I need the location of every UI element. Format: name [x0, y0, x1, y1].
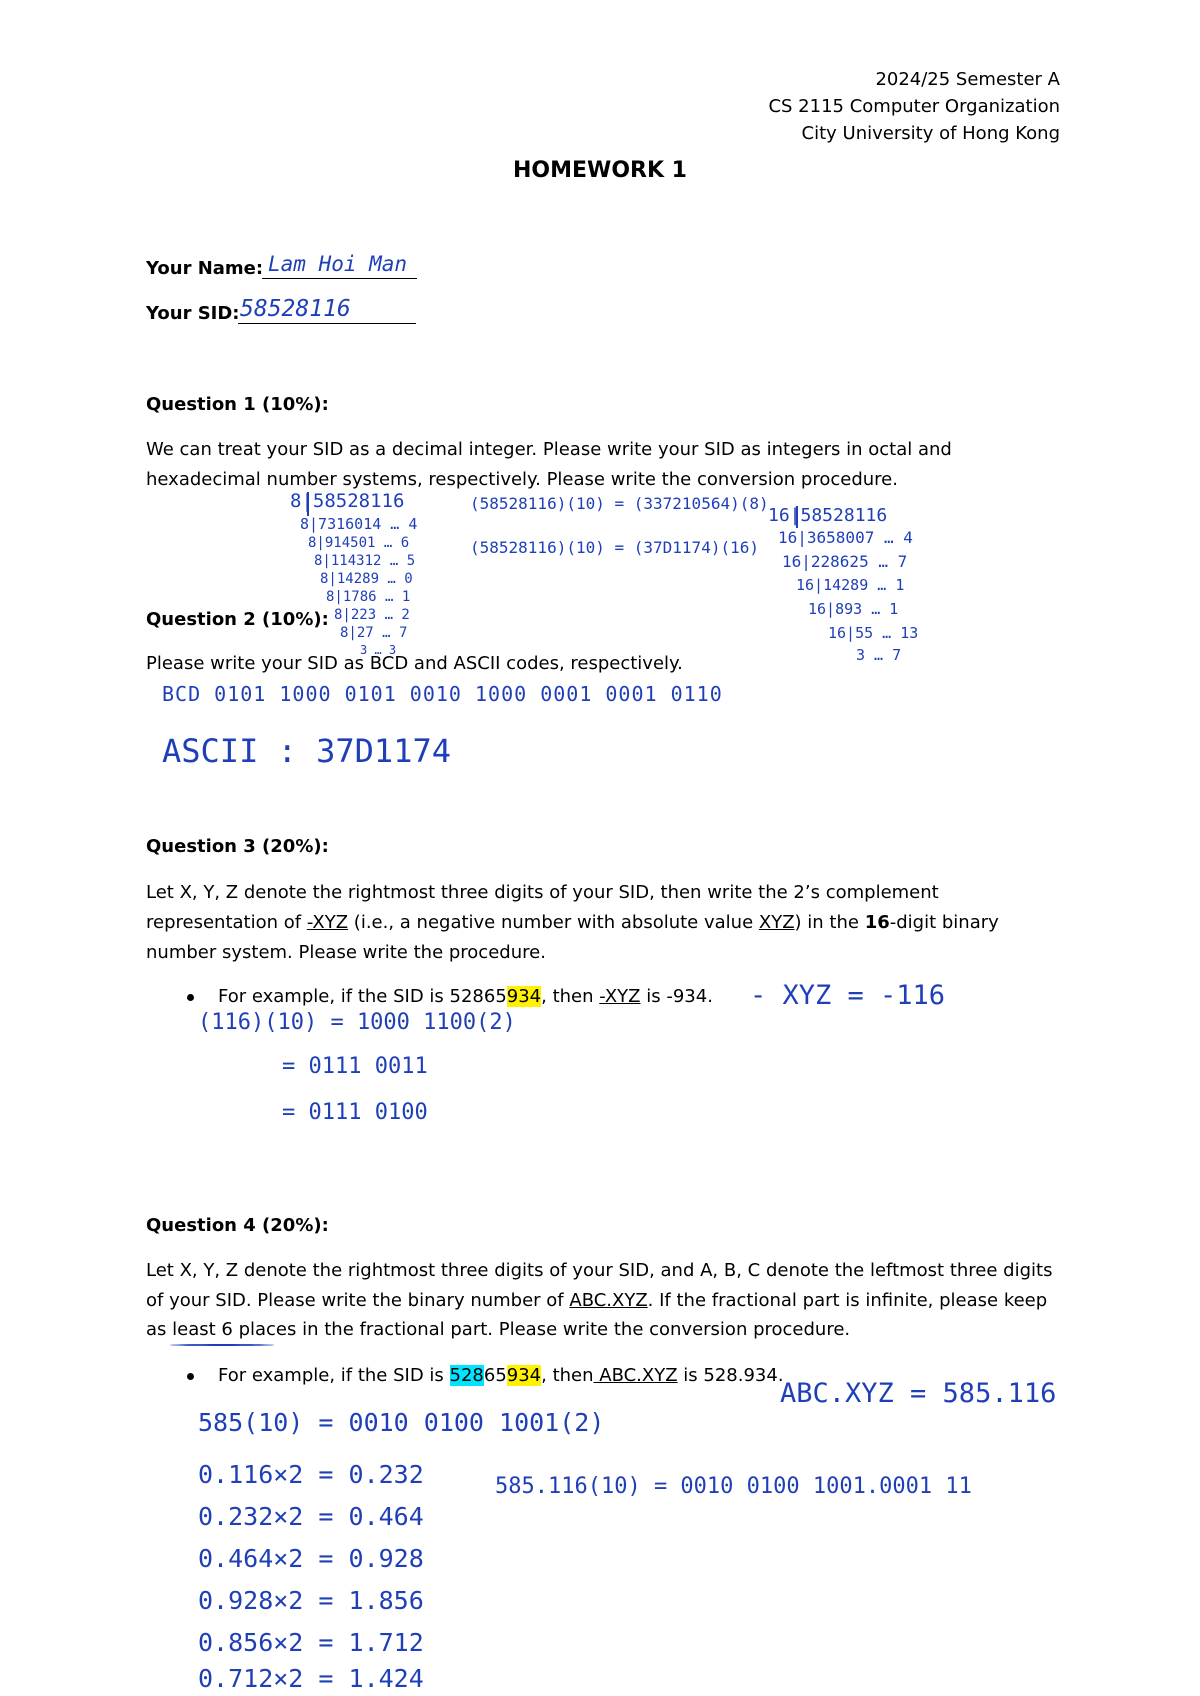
q3-work-2: = 0111 0100: [282, 1100, 428, 1125]
q4-work-6: 0.712×2 = 1.424: [198, 1664, 424, 1693]
hex-div-0: 16|58528116: [768, 505, 888, 526]
octal-div-8: 3 … 3: [360, 643, 397, 657]
q4-work-2: 0.232×2 = 0.464: [198, 1502, 424, 1531]
q4-example-text-e: , then: [541, 1365, 594, 1386]
q1-line1: We can treat your SID as a decimal integer. Please write your SID as integers in octal and: [146, 439, 952, 460]
q4-work-0: 585(10) = 0010 0100 1001(2): [198, 1408, 605, 1437]
semester-text: 2024/25 Semester A: [875, 69, 1060, 90]
q3-line2-text-e: ) in the: [794, 912, 865, 933]
hex-div-6: 3 … 7: [856, 646, 902, 664]
q4-line2-text-a: of your SID. Please write the binary number of: [146, 1290, 570, 1311]
hex-div-1: 16|3658007 … 4: [778, 528, 913, 547]
octal-result: (58528116)(10) = (337210564)(8): [470, 494, 769, 513]
q4-example-highlight-abc: 528: [449, 1365, 484, 1386]
octal-div-6: 8|223 … 2: [334, 607, 410, 623]
q4-handwritten-underline: [170, 1344, 274, 1346]
q4-line1: Let X, Y, Z denote the rightmost three digits of your SID, and A, B, C denote the leftmost three digits: [146, 1260, 1053, 1281]
q4-work-1: 0.116×2 = 0.232: [198, 1460, 424, 1489]
q4-example-abc-xyz: ABC.XYZ: [593, 1365, 678, 1386]
q3-line2: [146, 912, 999, 934]
name-underline: [262, 278, 417, 279]
q3-example-neg-xyz: -XYZ: [599, 986, 641, 1007]
hex-div-2: 16|228625 … 7: [782, 552, 908, 571]
hex-division-bar: [796, 506, 798, 528]
q3-line2-text-a: representation of: [146, 912, 307, 933]
hex-div-3: 16|14289 … 1: [796, 576, 905, 594]
page-title: HOMEWORK 1: [513, 158, 687, 183]
q4-abc-handwritten: ABC.XYZ = 585.116: [780, 1378, 1057, 1409]
q3-digit-count: 16: [864, 912, 890, 933]
q3-example: [218, 986, 713, 1008]
q3-example-highlight: 934: [506, 986, 542, 1007]
q2-heading: Question 2 (10%):: [146, 609, 329, 630]
octal-div-5: 8|1786 … 1: [326, 589, 411, 605]
q4-example-text-g: is 528.934.: [677, 1365, 784, 1386]
q4-example-text-c: 65: [483, 1365, 507, 1386]
q3-bullet: [187, 994, 194, 1001]
sid-handwritten: 58528116: [240, 296, 351, 322]
q3-line2-text-g: -digit binary: [889, 912, 999, 933]
q2-line1: Please write your SID as BCD and ASCII codes, respectively.: [146, 653, 683, 674]
q4-result-handwritten: 585.116(10) = 0010 0100 1001.0001 11: [495, 1474, 972, 1499]
q4-heading: Question 4 (20%):: [146, 1215, 329, 1236]
q3-neg-xyz: -XYZ: [306, 912, 349, 933]
q4-example-highlight-xyz: 934: [506, 1365, 542, 1386]
q3-xyz-handwritten: - XYZ = -116: [750, 980, 946, 1011]
q4-work-5: 0.856×2 = 1.712: [198, 1628, 424, 1657]
name-handwritten: Lam Hoi Man: [268, 252, 408, 276]
course-text: CS 2115 Computer Organization: [768, 96, 1060, 117]
octal-div-0: 8|58528116: [290, 490, 405, 512]
hex-div-5: 16|55 … 13: [828, 624, 919, 642]
q3-line3: number system. Please write the procedure.: [146, 942, 546, 963]
q4-work-4: 0.928×2 = 1.856: [198, 1586, 424, 1615]
q3-line2-text-c: (i.e., a negative number with absolute value: [348, 912, 759, 933]
octal-div-2: 8|914501 … 6: [308, 535, 410, 551]
q1-line2: hexadecimal number systems, respectively. Please write the conversion procedure.: [146, 469, 898, 490]
q4-work-3: 0.464×2 = 0.928: [198, 1544, 424, 1573]
q3-work-1: = 0111 0011: [282, 1054, 428, 1079]
octal-div-1: 8|7316014 … 4: [300, 515, 418, 533]
q4-abc-xyz: ABC.XYZ: [569, 1290, 648, 1311]
name-label: Your Name:: [146, 258, 264, 279]
university-text: City University of Hong Kong: [801, 123, 1060, 144]
q3-example-text-e: is -934.: [640, 986, 713, 1007]
q3-xyz: XYZ: [758, 912, 795, 933]
q1-heading: Question 1 (10%):: [146, 394, 329, 415]
q3-example-text-a: For example, if the SID is 52865: [218, 986, 507, 1007]
q4-example: [218, 1365, 784, 1387]
sid-label: Your SID:: [146, 303, 240, 324]
q3-example-text-c: , then: [541, 986, 600, 1007]
q3-line1: Let X, Y, Z denote the rightmost three digits of your SID, then write the 2’s complement: [146, 882, 939, 903]
q4-line3: as least 6 places in the fractional part. Please write the conversion procedure.: [146, 1319, 851, 1340]
q3-heading: Question 3 (20%):: [146, 836, 329, 857]
q3-work-0: (116)(10) = 1000 1100(2): [198, 1010, 516, 1035]
hex-result: (58528116)(10) = (37D1174)(16): [470, 538, 759, 557]
q4-example-text-a: For example, if the SID is: [218, 1365, 450, 1386]
document-header: [768, 66, 1060, 147]
bcd-handwritten: BCD 0101 1000 0101 0010 1000 0001 0001 0110: [162, 682, 723, 706]
octal-div-4: 8|14289 … 0: [320, 571, 413, 587]
sid-underline: [238, 323, 416, 324]
q4-line2: [146, 1290, 1047, 1312]
q4-bullet: [187, 1373, 194, 1380]
octal-division-bar: [307, 492, 309, 516]
hex-div-4: 16|893 … 1: [808, 600, 899, 618]
octal-div-7: 8|27 … 7: [340, 625, 408, 641]
q4-line2-text-c: . If the fractional part is infinite, please keep: [647, 1290, 1048, 1311]
octal-div-3: 8|114312 … 5: [314, 553, 416, 569]
ascii-handwritten: ASCII : 37D1174: [162, 732, 451, 770]
